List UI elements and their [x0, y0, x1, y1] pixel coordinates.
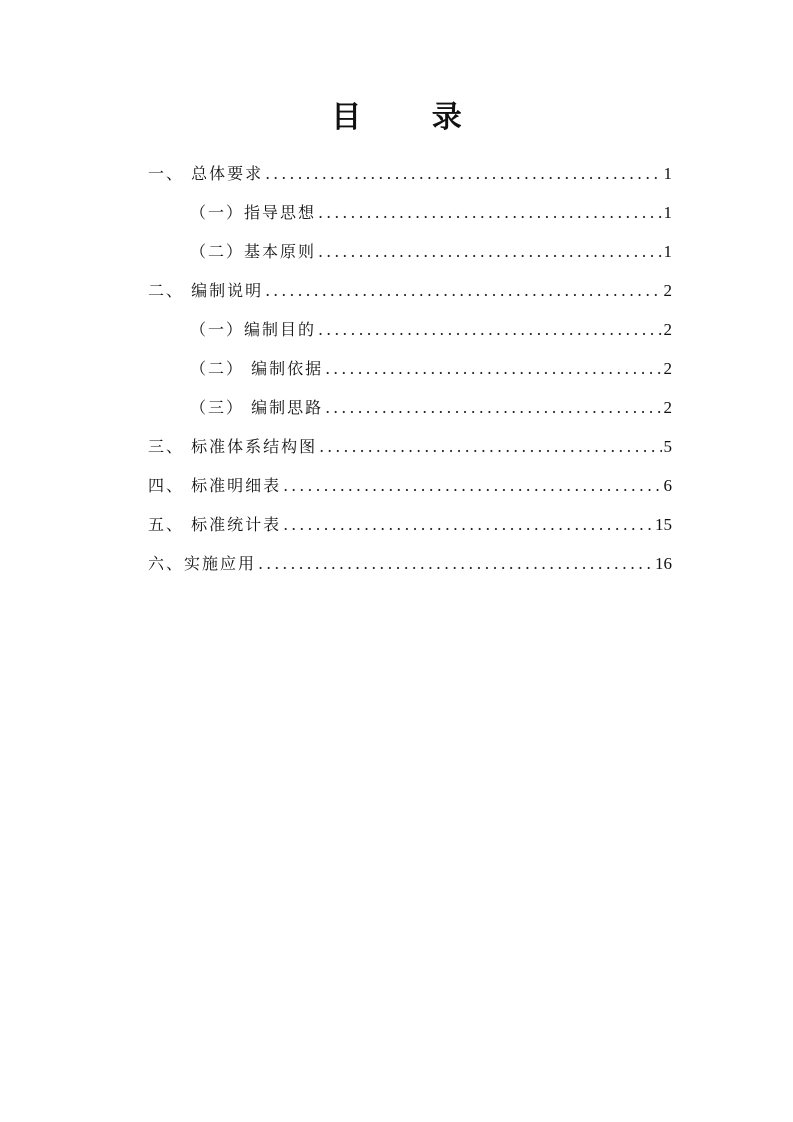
- toc-entry-label: （一）编制目的: [190, 320, 317, 339]
- toc-page-number: 2: [663, 359, 672, 378]
- toc-entry[interactable]: [148, 199, 672, 238]
- toc-dot-leader: [319, 433, 661, 461]
- toc-page-number: 5: [663, 437, 672, 456]
- toc-entry-label: （三） 编制思路: [190, 398, 324, 417]
- toc-entry[interactable]: [148, 511, 672, 550]
- table-of-contents: [148, 160, 672, 589]
- toc-entry-label: 五、 标准统计表: [148, 515, 282, 534]
- toc-entry-label: （二）基本原则: [190, 242, 317, 261]
- toc-page-number: 16: [655, 554, 672, 573]
- toc-dot-leader: [258, 550, 653, 578]
- toc-entry[interactable]: [148, 160, 672, 199]
- toc-page-number: 6: [663, 476, 672, 495]
- toc-page-number: 1: [663, 242, 672, 261]
- toc-entry[interactable]: [148, 472, 672, 511]
- toc-page-number: 15: [655, 515, 672, 534]
- toc-dot-leader: [325, 394, 661, 422]
- toc-page-number: 2: [663, 398, 672, 417]
- toc-page-number: 1: [663, 203, 672, 222]
- toc-entry-label: （一）指导思想: [190, 203, 317, 222]
- toc-entry-label: 四、 标准明细表: [148, 476, 282, 495]
- toc-entry[interactable]: [148, 433, 672, 472]
- toc-dot-leader: [318, 316, 661, 344]
- toc-page-number: 1: [663, 164, 672, 183]
- toc-entry-label: 三、 标准体系结构图: [148, 437, 318, 456]
- toc-page-number: 2: [663, 320, 672, 339]
- toc-entry[interactable]: [148, 355, 672, 394]
- toc-dot-leader: [265, 277, 661, 305]
- toc-entry[interactable]: [148, 238, 672, 277]
- toc-dot-leader: [265, 160, 661, 188]
- toc-entry[interactable]: [148, 316, 672, 355]
- toc-entry-label: 二、 编制说明: [148, 281, 264, 300]
- toc-entry-label: （二） 编制依据: [190, 359, 324, 378]
- toc-entry[interactable]: [148, 394, 672, 433]
- toc-dot-leader: [283, 472, 661, 500]
- toc-entry-label: 六、实施应用: [148, 554, 257, 573]
- toc-dot-leader: [318, 199, 661, 227]
- toc-entry-label: 一、 总体要求: [148, 164, 264, 183]
- toc-dot-leader: [283, 511, 653, 539]
- page-title: 目 录: [331, 100, 492, 135]
- toc-page-number: 2: [663, 281, 672, 300]
- toc-entry[interactable]: [148, 277, 672, 316]
- toc-dot-leader: [325, 355, 661, 383]
- toc-entry[interactable]: [148, 550, 672, 589]
- toc-dot-leader: [318, 238, 661, 266]
